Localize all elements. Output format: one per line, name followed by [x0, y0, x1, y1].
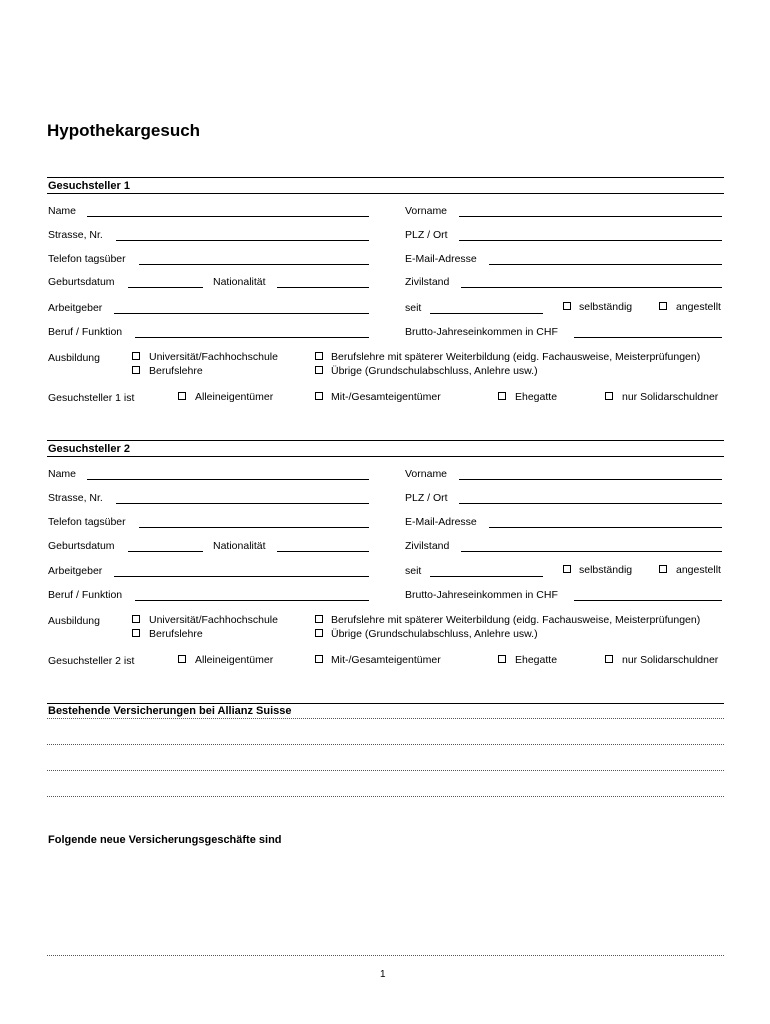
solidar-checkbox[interactable] [605, 655, 613, 663]
selbststaendig-label: selbständig [579, 301, 633, 313]
name-label: Name [48, 205, 77, 217]
nationalitaet-field[interactable] [277, 551, 369, 552]
uni-checkbox[interactable] [132, 615, 140, 623]
vorname-field[interactable] [459, 216, 722, 217]
name-label: Name [48, 468, 77, 480]
angestellt-label: angestellt [676, 564, 721, 576]
zivilstand-field[interactable] [461, 287, 722, 288]
telefon-field[interactable] [139, 264, 369, 265]
seit-label: seit [405, 565, 422, 577]
beruf-field[interactable] [135, 337, 369, 338]
berufslehre-label: Berufslehre [149, 628, 203, 640]
email-field[interactable] [489, 527, 722, 528]
ehegatte-label: Ehegatte [515, 391, 558, 403]
nationalitaet-label: Nationalität [213, 276, 266, 288]
nationalitaet-label: Nationalität [213, 540, 266, 552]
name-field[interactable] [87, 216, 369, 217]
section-rule [47, 456, 724, 457]
uni-checkbox[interactable] [132, 352, 140, 360]
berufslehre-weiter-checkbox[interactable] [315, 352, 323, 360]
beruf-field[interactable] [135, 600, 369, 601]
berufslehre-checkbox[interactable] [132, 366, 140, 374]
arbeitgeber-field[interactable] [114, 313, 369, 314]
selbststaendig-checkbox[interactable] [563, 565, 571, 573]
selbststaendig-label: selbständig [579, 564, 633, 576]
mit-label: Mit-/Gesamteigentümer [331, 391, 441, 403]
mit-checkbox[interactable] [315, 392, 323, 400]
seit-field[interactable] [430, 576, 543, 577]
telefon-label: Telefon tagsüber [48, 253, 126, 265]
email-field[interactable] [489, 264, 722, 265]
email-label: E-Mail-Adresse [405, 253, 477, 265]
seit-field[interactable] [430, 313, 543, 314]
ausbildung-label: Ausbildung [48, 352, 100, 364]
solidar-label: nur Solidarschuldner [622, 391, 719, 403]
seit-label: seit [405, 302, 422, 314]
versicherungen-line-3[interactable] [47, 770, 724, 771]
nationalitaet-field[interactable] [277, 287, 369, 288]
arbeitgeber-label: Arbeitgeber [48, 565, 103, 577]
vorname-label: Vorname [405, 468, 448, 480]
angestellt-checkbox[interactable] [659, 565, 667, 573]
zivilstand-label: Zivilstand [405, 276, 450, 288]
versicherungen-line-2[interactable] [47, 744, 724, 745]
versicherungen-line-1[interactable] [47, 718, 724, 719]
plz-field[interactable] [459, 240, 722, 241]
strasse-label: Strasse, Nr. [48, 229, 103, 241]
section-top-rule [47, 703, 724, 704]
einkommen-field[interactable] [574, 600, 722, 601]
ausbildung-label: Ausbildung [48, 615, 100, 627]
role-label: Gesuchsteller 1 ist [48, 392, 135, 404]
geburtsdatum-field[interactable] [128, 551, 203, 552]
role-label: Gesuchsteller 2 ist [48, 655, 135, 667]
uni-label: Universität/Fachhochschule [149, 614, 278, 626]
zivilstand-field[interactable] [461, 551, 722, 552]
uni-label: Universität/Fachhochschule [149, 351, 278, 363]
vorname-label: Vorname [405, 205, 448, 217]
email-label: E-Mail-Adresse [405, 516, 477, 528]
angestellt-checkbox[interactable] [659, 302, 667, 310]
ehegatte-checkbox[interactable] [498, 655, 506, 663]
section-title: Gesuchsteller 2 [48, 443, 130, 455]
strasse-field[interactable] [116, 503, 369, 504]
geburtsdatum-field[interactable] [128, 287, 203, 288]
uebrige-label: Übrige (Grundschulabschluss, Anlehre usw.) [331, 365, 538, 377]
strasse-field[interactable] [116, 240, 369, 241]
telefon-label: Telefon tagsüber [48, 516, 126, 528]
solidar-checkbox[interactable] [605, 392, 613, 400]
mit-label: Mit-/Gesamteigentümer [331, 654, 441, 666]
versicherungen-line-4[interactable] [47, 796, 724, 797]
beruf-label: Beruf / Funktion [48, 326, 123, 338]
berufslehre-label: Berufslehre [149, 365, 203, 377]
solidar-label: nur Solidarschuldner [622, 654, 719, 666]
allein-label: Alleineigentümer [195, 654, 274, 666]
beruf-label: Beruf / Funktion [48, 589, 123, 601]
uebrige-checkbox[interactable] [315, 366, 323, 374]
page-number: 1 [380, 969, 386, 980]
section-rule [47, 193, 724, 194]
einkommen-field[interactable] [574, 337, 722, 338]
zivilstand-label: Zivilstand [405, 540, 450, 552]
arbeitgeber-label: Arbeitgeber [48, 302, 103, 314]
ehegatte-label: Ehegatte [515, 654, 558, 666]
allein-checkbox[interactable] [178, 655, 186, 663]
versicherungen-title: Bestehende Versicherungen bei Allianz Suisse [48, 705, 292, 717]
selbststaendig-checkbox[interactable] [563, 302, 571, 310]
berufslehre-checkbox[interactable] [132, 629, 140, 637]
plz-label: PLZ / Ort [405, 492, 448, 504]
berufslehre-weiter-checkbox[interactable] [315, 615, 323, 623]
berufslehre-weiter-label: Berufslehre mit späterer Weiterbildung (eidg. Fachausweise, Meisterprüfungen) [331, 351, 701, 363]
angestellt-label: angestellt [676, 301, 721, 313]
einkommen-label: Brutto-Jahreseinkommen in CHF [405, 589, 558, 601]
allein-checkbox[interactable] [178, 392, 186, 400]
uebrige-checkbox[interactable] [315, 629, 323, 637]
section-top-rule [47, 440, 724, 441]
section-top-rule [47, 177, 724, 178]
geburtsdatum-label: Geburtsdatum [48, 276, 115, 288]
section-title: Gesuchsteller 1 [48, 180, 130, 192]
name-field[interactable] [87, 479, 369, 480]
berufslehre-weiter-label: Berufslehre mit späterer Weiterbildung (eidg. Fachausweise, Meisterprüfungen) [331, 614, 701, 626]
page-title: Hypothekargesuch [47, 121, 201, 140]
allein-label: Alleineigentümer [195, 391, 274, 403]
telefon-field[interactable] [139, 527, 369, 528]
footer-rule [47, 955, 724, 956]
einkommen-label: Brutto-Jahreseinkommen in CHF [405, 326, 558, 338]
mit-checkbox[interactable] [315, 655, 323, 663]
ehegatte-checkbox[interactable] [498, 392, 506, 400]
neue-title: Folgende neue Versicherungsgeschäfte sind [48, 834, 282, 846]
plz-label: PLZ / Ort [405, 229, 448, 241]
geburtsdatum-label: Geburtsdatum [48, 540, 115, 552]
uebrige-label: Übrige (Grundschulabschluss, Anlehre usw.) [331, 628, 538, 640]
plz-field[interactable] [459, 503, 722, 504]
vorname-field[interactable] [459, 479, 722, 480]
strasse-label: Strasse, Nr. [48, 492, 103, 504]
arbeitgeber-field[interactable] [114, 576, 369, 577]
